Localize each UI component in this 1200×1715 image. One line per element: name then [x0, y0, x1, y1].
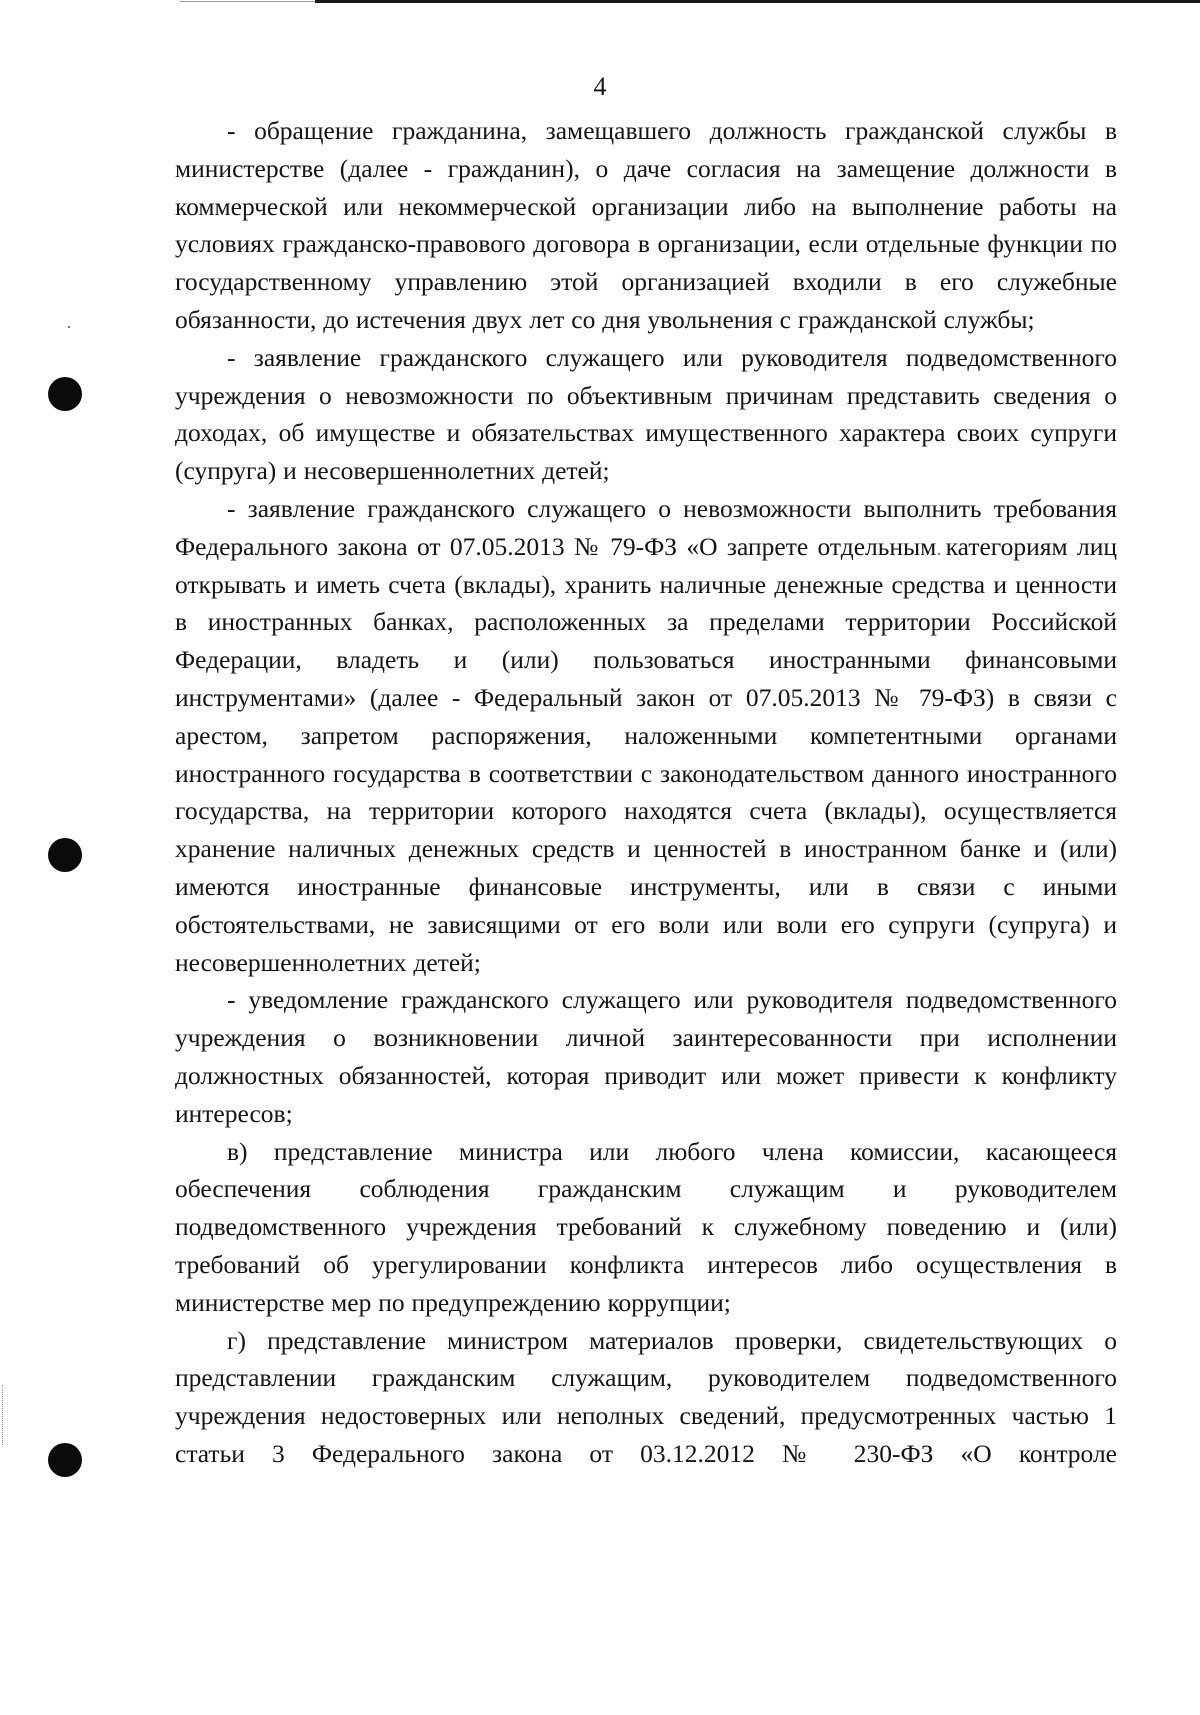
scan-top-edge: [315, 0, 1200, 3]
paragraph-citizen-request: - обращение гражданина, замещавшего должность гражданской службы в министерстве (далее - гражданин), о даче согласия на замещение должности в коммерческой или некоммерческой организации либо на выполнение работы на условиях гражданско-правового договора в организации, если отдельные функции по государственному управлению этой организацией входили в его служебные обязанности, до истечения двух лет со дня увольнения с гражданской службы;: [175, 116, 1117, 334]
punch-hole-top: [48, 377, 82, 411]
paragraph-foreign-accounts-statement: - заявление гражданского служащего о невозможности выполнить требования Федерального закона от 07.05.2013 № 79-ФЗ «О запрете отдельным категориям лиц открывать и иметь счета (вклады), хранить наличные денежные средства и ценности в иностранных банках, расположенных за пределами территории Российской Федерации, владеть и (или) пользоваться иностранными финансовыми инструментами» (далее - Федеральный закон от 07.05.2013 № 79-ФЗ) в связи с арестом, запретом распоряжения, наложенными компетентными органами иностранного государства в соответствии с законодательством данного иностранного государства, на территории которого находятся счета (вклады), осуществляется хранение наличных денежных средств и ценностей в иностранном банке и (или) имеются иностранные финансовые инструменты, или в связи с иными обстоятельствами, не зависящими от его воли или воли его супруги (супруга) и несовершеннолетних детей;: [175, 493, 1117, 977]
scan-top-edge-faint: [180, 1, 315, 2]
paragraph-item-v: в) представление министра или любого члена комиссии, касающееся обеспечения соблюдения гражданским служащим и руководителем подведомственного учреждения требований к служебному поведению и (или) требований об урегулировании конфликта интересов либо осуществления в министерстве мер по предупреждению коррупции;: [175, 1136, 1117, 1317]
paragraph-conflict-notification: - уведомление гражданского служащего или руководителя подведомственного учреждения о возникновении личной заинтересованности при исполнении должностных обязанностей, которая приводит или может привести к конфликту интересов;: [175, 985, 1117, 1128]
page-number: 4: [593, 72, 607, 101]
document-body: [175, 112, 1117, 1473]
punch-hole-middle: [48, 838, 82, 872]
punch-hole-bottom: [48, 1443, 82, 1477]
scan-speck: [68, 326, 70, 328]
paragraph-item-g: г) представление министром материалов проверки, свидетельствующих о представлении гражданским служащим, руководителем подведомственного учреждения недостоверных или неполных сведений, предусмотренных частью 1 статьи 3 Федерального закона от 03.12.2012 № 230-ФЗ «О контроле: [175, 1325, 1117, 1468]
paragraph-income-statement: - заявление гражданского служащего или руководителя подведомственного учреждения о невозможности по объективным причинам представить сведения о доходах, об имуществе и обязательствах имущественного характера своих супруги (супруга) и несовершеннолетних детей;: [175, 342, 1117, 486]
scan-edge-marks: [2, 1385, 5, 1445]
